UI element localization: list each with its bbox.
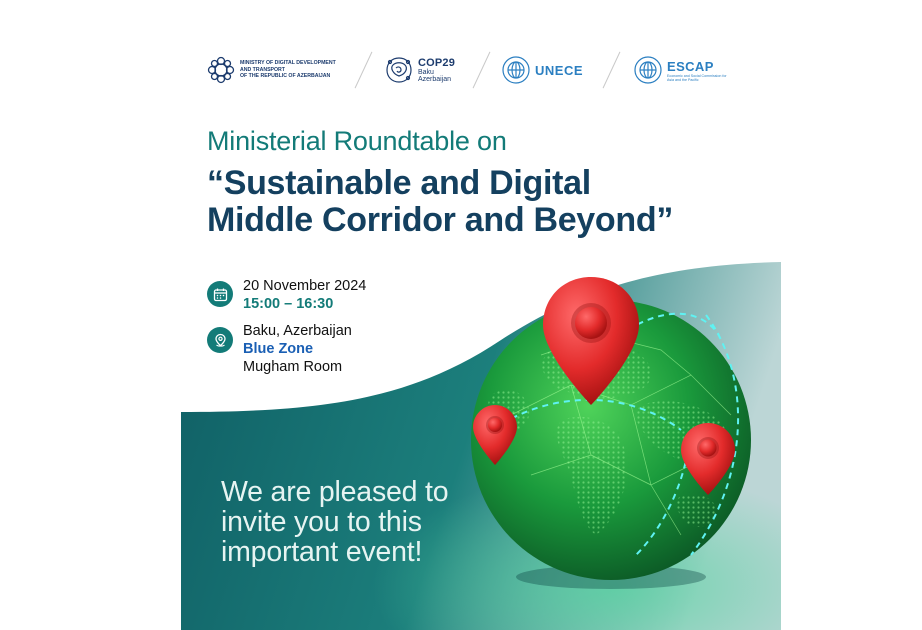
event-city: Baku, Azerbaijan xyxy=(243,323,352,339)
partner-logo-bar xyxy=(181,40,781,100)
logo-divider xyxy=(355,52,373,89)
cop29-title: COP29 xyxy=(418,57,456,69)
event-location xyxy=(243,322,352,376)
un-emblem-icon xyxy=(633,55,663,85)
invite-message: We are pleased to invite you to this important event! xyxy=(221,476,449,568)
headline-title: “Sustainable and Digital Middle Corridor and Beyond” xyxy=(207,164,674,239)
logo-divider xyxy=(473,52,491,89)
ministry-logo xyxy=(206,52,340,88)
cop29-emblem-icon xyxy=(384,55,414,85)
escap-text xyxy=(667,59,727,82)
cop29-subtitle: Baku Azerbaijan xyxy=(418,69,452,83)
calendar-icon xyxy=(207,281,233,307)
cop29-text xyxy=(418,57,455,83)
event-datetime xyxy=(243,277,366,313)
event-date: 20 November 2024 xyxy=(243,278,367,294)
event-poster xyxy=(181,40,781,630)
ministry-name: MINISTRY OF DIGITAL DEVELOPMENT AND TRANSPORT OF THE REPUBLIC OF AZERBAIJAN xyxy=(240,60,336,80)
logo-divider xyxy=(603,52,621,89)
event-zone: Blue Zone xyxy=(243,341,314,357)
map-pin-icon xyxy=(207,327,233,353)
cop29-logo xyxy=(384,52,455,88)
ornament-emblem-icon xyxy=(206,55,236,85)
event-room: Mugham Room xyxy=(243,359,343,375)
un-emblem-icon xyxy=(501,55,531,85)
globe-illustration xyxy=(451,255,771,615)
headline-intro: Ministerial Roundtable on xyxy=(207,126,507,156)
escap-subtitle: Economic and Social Commission for Asia and the Pacific xyxy=(667,73,727,82)
event-time: 15:00 – 16:30 xyxy=(243,296,334,312)
unece-name: UNECE xyxy=(535,62,584,78)
escap-name: ESCAP xyxy=(667,58,714,74)
unece-logo xyxy=(501,52,583,88)
escap-logo xyxy=(633,52,727,88)
